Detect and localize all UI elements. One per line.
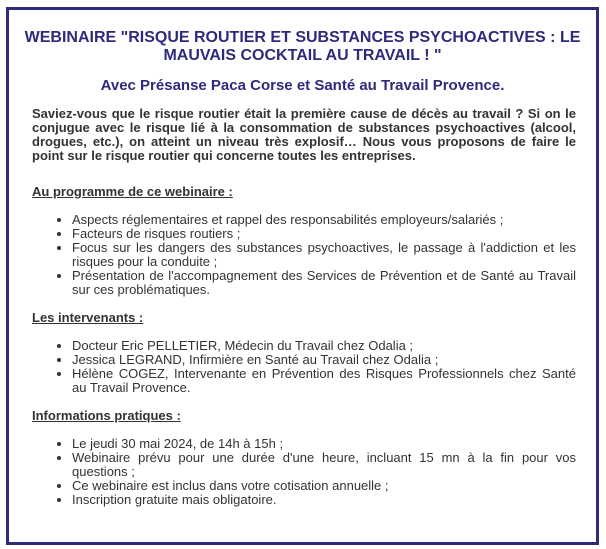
list-item: • Hélène COGEZ, Intervenante en Prévention des Risques Professionnels chez Santé au Travail Provence. bbox=[72, 367, 576, 395]
programme-heading: Au programme de ce webinaire : bbox=[32, 184, 233, 199]
list-item: • Présentation de l'accompagnement des Services de Prévention et de Santé au Travail sur ces problématiques. bbox=[72, 269, 576, 297]
list-item: • Focus sur les dangers des substances psychoactives, le passage à l'addiction et les risques pour la conduite ; bbox=[72, 241, 576, 269]
webinar-card bbox=[6, 7, 599, 545]
webinar-title: WEBINAIRE "RISQUE ROUTIER ET SUBSTANCES PSYCHOACTIVES : LE MAUVAIS COCKTAIL AU TRAVAIL ! " bbox=[24, 29, 581, 64]
list-item: • Ce webinaire est inclus dans votre cotisation annuelle ; bbox=[72, 479, 576, 493]
list-item: • Le jeudi 30 mai 2024, de 14h à 15h ; bbox=[72, 437, 576, 451]
infos-list bbox=[9, 437, 576, 507]
intervenants-list bbox=[9, 339, 576, 395]
list-item: • Webinaire prévu pour une durée d'une heure, incluant 15 mn à la fin pour vos questions ; bbox=[72, 451, 576, 479]
list-item: • Aspects réglementaires et rappel des responsabilités employeurs/salariés ; bbox=[72, 213, 576, 227]
infos-heading: Informations pratiques : bbox=[32, 408, 181, 423]
webinar-subtitle: Avec Présanse Paca Corse et Santé au Travail Provence. bbox=[100, 77, 505, 94]
programme-list bbox=[9, 213, 576, 297]
list-item: • Jessica LEGRAND, Infirmière en Santé au Travail chez Odalia ; bbox=[72, 353, 576, 367]
list-item: • Facteurs de risques routiers ; bbox=[72, 227, 576, 241]
list-item: • Docteur Eric PELLETIER, Médecin du Travail chez Odalia ; bbox=[72, 339, 576, 353]
intro-paragraph: Saviez-vous que le risque routier était la première cause de décès au travail ? Si on le conjugue avec le risque lié à la consommation de substances psychoactives (alcool, drogues, etc.), on atteint un niveau très explosif… Nous vous proposons de faire le point sur le risque routier qui concerne toutes les entreprises. bbox=[32, 106, 576, 163]
list-item: • Inscription gratuite mais obligatoire. bbox=[72, 493, 576, 507]
intervenants-heading: Les intervenants : bbox=[32, 310, 144, 325]
